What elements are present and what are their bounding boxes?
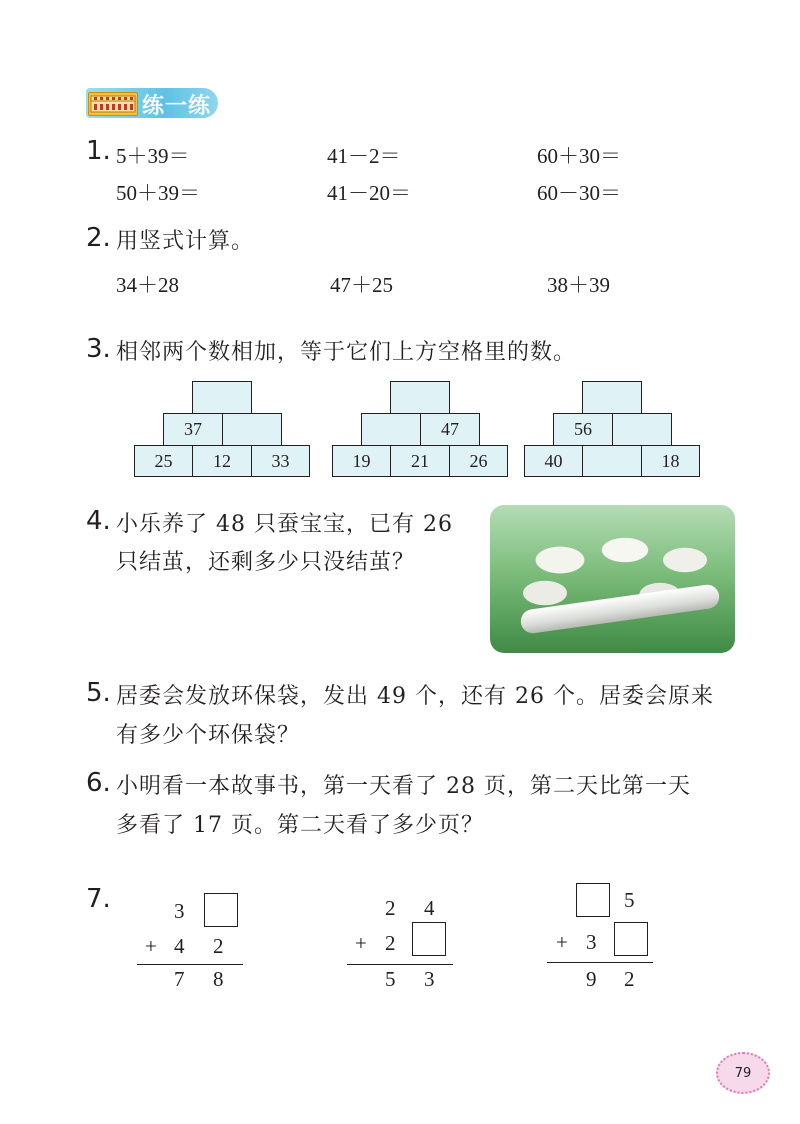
q1-number: 1.	[86, 136, 111, 166]
pyramid-cell: 21	[390, 445, 450, 477]
q2-expr: 47＋25	[330, 273, 393, 297]
q4-text-line: 小乐养了 48 只蚕宝宝，已有 26	[116, 512, 453, 537]
pyramid-cell: 56	[553, 413, 613, 446]
page-number: 79	[716, 1052, 770, 1094]
digit: 7	[174, 967, 185, 991]
plus-sign: +	[145, 934, 157, 958]
q5-text-line: 居委会发放环保袋，发出 49 个，还有 26 个。居委会原来	[116, 684, 714, 709]
q4-text-line: 只结茧，还剩多少只没结茧？	[116, 550, 416, 575]
digit: 4	[174, 934, 185, 958]
q5-number: 5.	[86, 678, 111, 708]
pyramid-cell[interactable]	[582, 381, 642, 414]
q1-expr: 5＋39＝	[116, 144, 190, 168]
q4-number: 4.	[86, 506, 111, 536]
pyramid-cell[interactable]	[361, 413, 421, 446]
pyramid-cell: 12	[192, 445, 252, 477]
digit: 4	[424, 896, 435, 920]
plus-sign: +	[355, 931, 367, 955]
section-title: 练一练	[142, 94, 212, 119]
q3-number: 3.	[86, 334, 111, 364]
digit: 5	[385, 967, 396, 991]
pyramid-cell: 19	[332, 445, 391, 477]
answer-box[interactable]	[412, 922, 446, 956]
q1-expr: 60＋30＝	[537, 144, 621, 168]
silkworm-icon	[519, 583, 720, 635]
q1-expr: 60－30＝	[537, 181, 621, 205]
pyramid-cell: 26	[449, 445, 508, 477]
pyramid-cell: 37	[163, 413, 223, 446]
sum-line	[137, 964, 243, 965]
pyramid-cell[interactable]	[222, 413, 282, 446]
pyramid-cell: 25	[134, 445, 193, 477]
q7-number: 7.	[86, 884, 111, 914]
pyramid-cell: 33	[251, 445, 310, 477]
digit: 2	[385, 896, 396, 920]
digit: 2	[624, 967, 635, 991]
sum-line	[547, 962, 653, 963]
pyramid-cell[interactable]	[192, 381, 252, 414]
digit: 5	[624, 888, 635, 912]
q6-text-line: 多看了 17 页。第二天看了多少页？	[116, 813, 484, 838]
sum-line	[347, 964, 453, 965]
digit: 3	[586, 930, 597, 954]
q6-number: 6.	[86, 768, 111, 798]
digit: 9	[586, 967, 597, 991]
q1-expr: 50＋39＝	[116, 181, 200, 205]
digit: 8	[213, 967, 224, 991]
q2-number: 2.	[86, 223, 111, 253]
pyramid-cell: 47	[420, 413, 480, 446]
silkworm-photo	[490, 505, 735, 653]
digit: 3	[424, 967, 435, 991]
q2-expr: 34＋28	[116, 273, 179, 297]
q2-instruction: 用竖式计算。	[116, 229, 255, 254]
pyramid-cell: 18	[641, 445, 700, 477]
digit: 3	[174, 899, 185, 923]
abacus-icon	[88, 92, 138, 116]
pyramid-cell[interactable]	[390, 381, 450, 414]
pyramid-cell[interactable]	[612, 413, 672, 446]
digit: 2	[385, 931, 396, 955]
answer-box[interactable]	[614, 922, 648, 956]
q3-instruction: 相邻两个数相加，等于它们上方空格里的数。	[116, 340, 577, 365]
answer-box[interactable]	[576, 883, 610, 917]
q5-text-line: 有多少个环保袋？	[116, 723, 301, 748]
q1-expr: 41－20＝	[327, 181, 411, 205]
pyramid-cell: 40	[524, 445, 583, 477]
q1-expr: 41－2＝	[327, 144, 401, 168]
digit: 2	[213, 934, 224, 958]
answer-box[interactable]	[204, 893, 238, 927]
pyramid-cell[interactable]	[582, 445, 642, 477]
plus-sign: +	[556, 930, 568, 954]
q6-text-line: 小明看一本故事书，第一天看了 28 页，第二天比第一天	[116, 774, 691, 799]
q2-expr: 38＋39	[547, 273, 610, 297]
